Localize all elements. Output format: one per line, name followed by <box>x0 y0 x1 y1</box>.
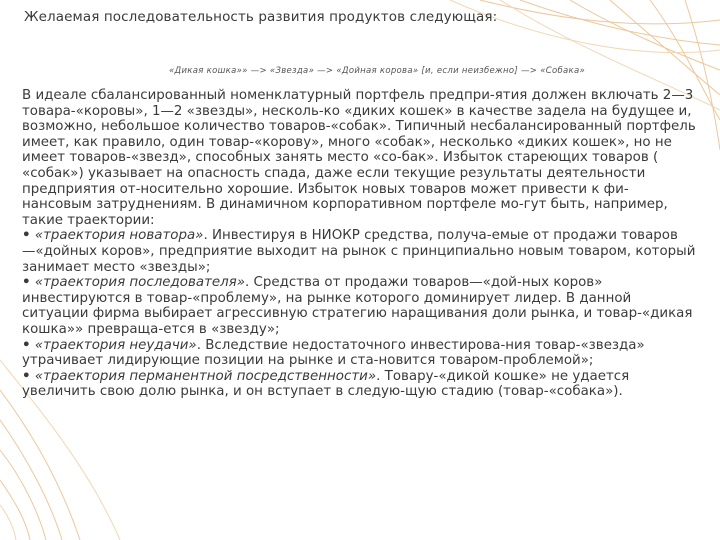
bullet-text: . Инвестируя в НИОКР средства, получа-емые от продажи товаров—«дойных коров», предприятие выходит на рынок с принципиально новым товаром, который занимает место «звезды»; <box>22 228 696 275</box>
bullet-item-mediocrity <box>22 369 697 400</box>
bullet-item-failure <box>22 338 697 369</box>
bullet-mark: • <box>22 337 31 353</box>
bullet-term: «траектория последователя» <box>34 275 246 291</box>
product-sequence: «Дикая кошка»» —> «Звезда» —> «Дойная корова» [и, если неизбежно] —> «Собака» <box>168 66 586 76</box>
bullet-mark: • <box>22 275 31 291</box>
bullet-mark: • <box>22 228 31 244</box>
bullet-term: «траектория неудачи» <box>34 337 197 353</box>
bullet-item-innovator <box>22 228 697 275</box>
bullet-item-follower <box>22 275 697 337</box>
body-text <box>22 88 697 400</box>
bullet-mark: • <box>22 368 31 384</box>
bullet-text: . Вследствие недостаточного инвестирова-ния товар-«звезда» утрачивает лидирующие позиции на рынке и ста-новится товаром-проблемой»; <box>22 337 645 369</box>
bullet-text: . Средства от продажи товаров—«дой-ных коров» инвестируются в товар-«проблему», на рынке которого доминирует лидер. В данной ситуации фирма выбирает агрессивную стратегию наращивания доли рынка, и товар-«дикая кошка»» превраща-ется в «звезду»; <box>22 275 693 337</box>
bullet-term: «траектория перманентной посредственности» <box>34 368 377 384</box>
bullet-text: . Товару-«дикой кошке» не удается увеличить свою долю рынка, и он вступает в следую-щую стадию (товар-«собака»). <box>22 368 630 400</box>
content-area <box>22 8 697 400</box>
bullet-term: «траектория новатора» <box>34 228 204 244</box>
intro-text: Желаемая последовательность развития продуктов следующая: <box>24 9 498 25</box>
main-paragraph: В идеале сбалансированный номенклатурный портфель предпри-ятия должен включать 2—3 товара-«коровы», 1—2 «звезды», несколь-ко «диких кошек» в качестве задела на будущее и, возможно, небольшое количество товаров-«собак». Типичный несбалансированный портфель имеет, как правило, один товар-«корову», много «собак», несколько «диких кошек», но не имеет товаров-«звезд», способных занять место «со-бак». Избыток стареющих товаров ( «собак») указывает на опасность спада, даже если текущие результаты деятельности предприятия от-носительно хорошие. Избыток новых товаров может привести к фи-нансовым затруднениям. В динамичном корпоративном портфеле мо-гут быть, например, такие траектории: <box>22 88 696 228</box>
